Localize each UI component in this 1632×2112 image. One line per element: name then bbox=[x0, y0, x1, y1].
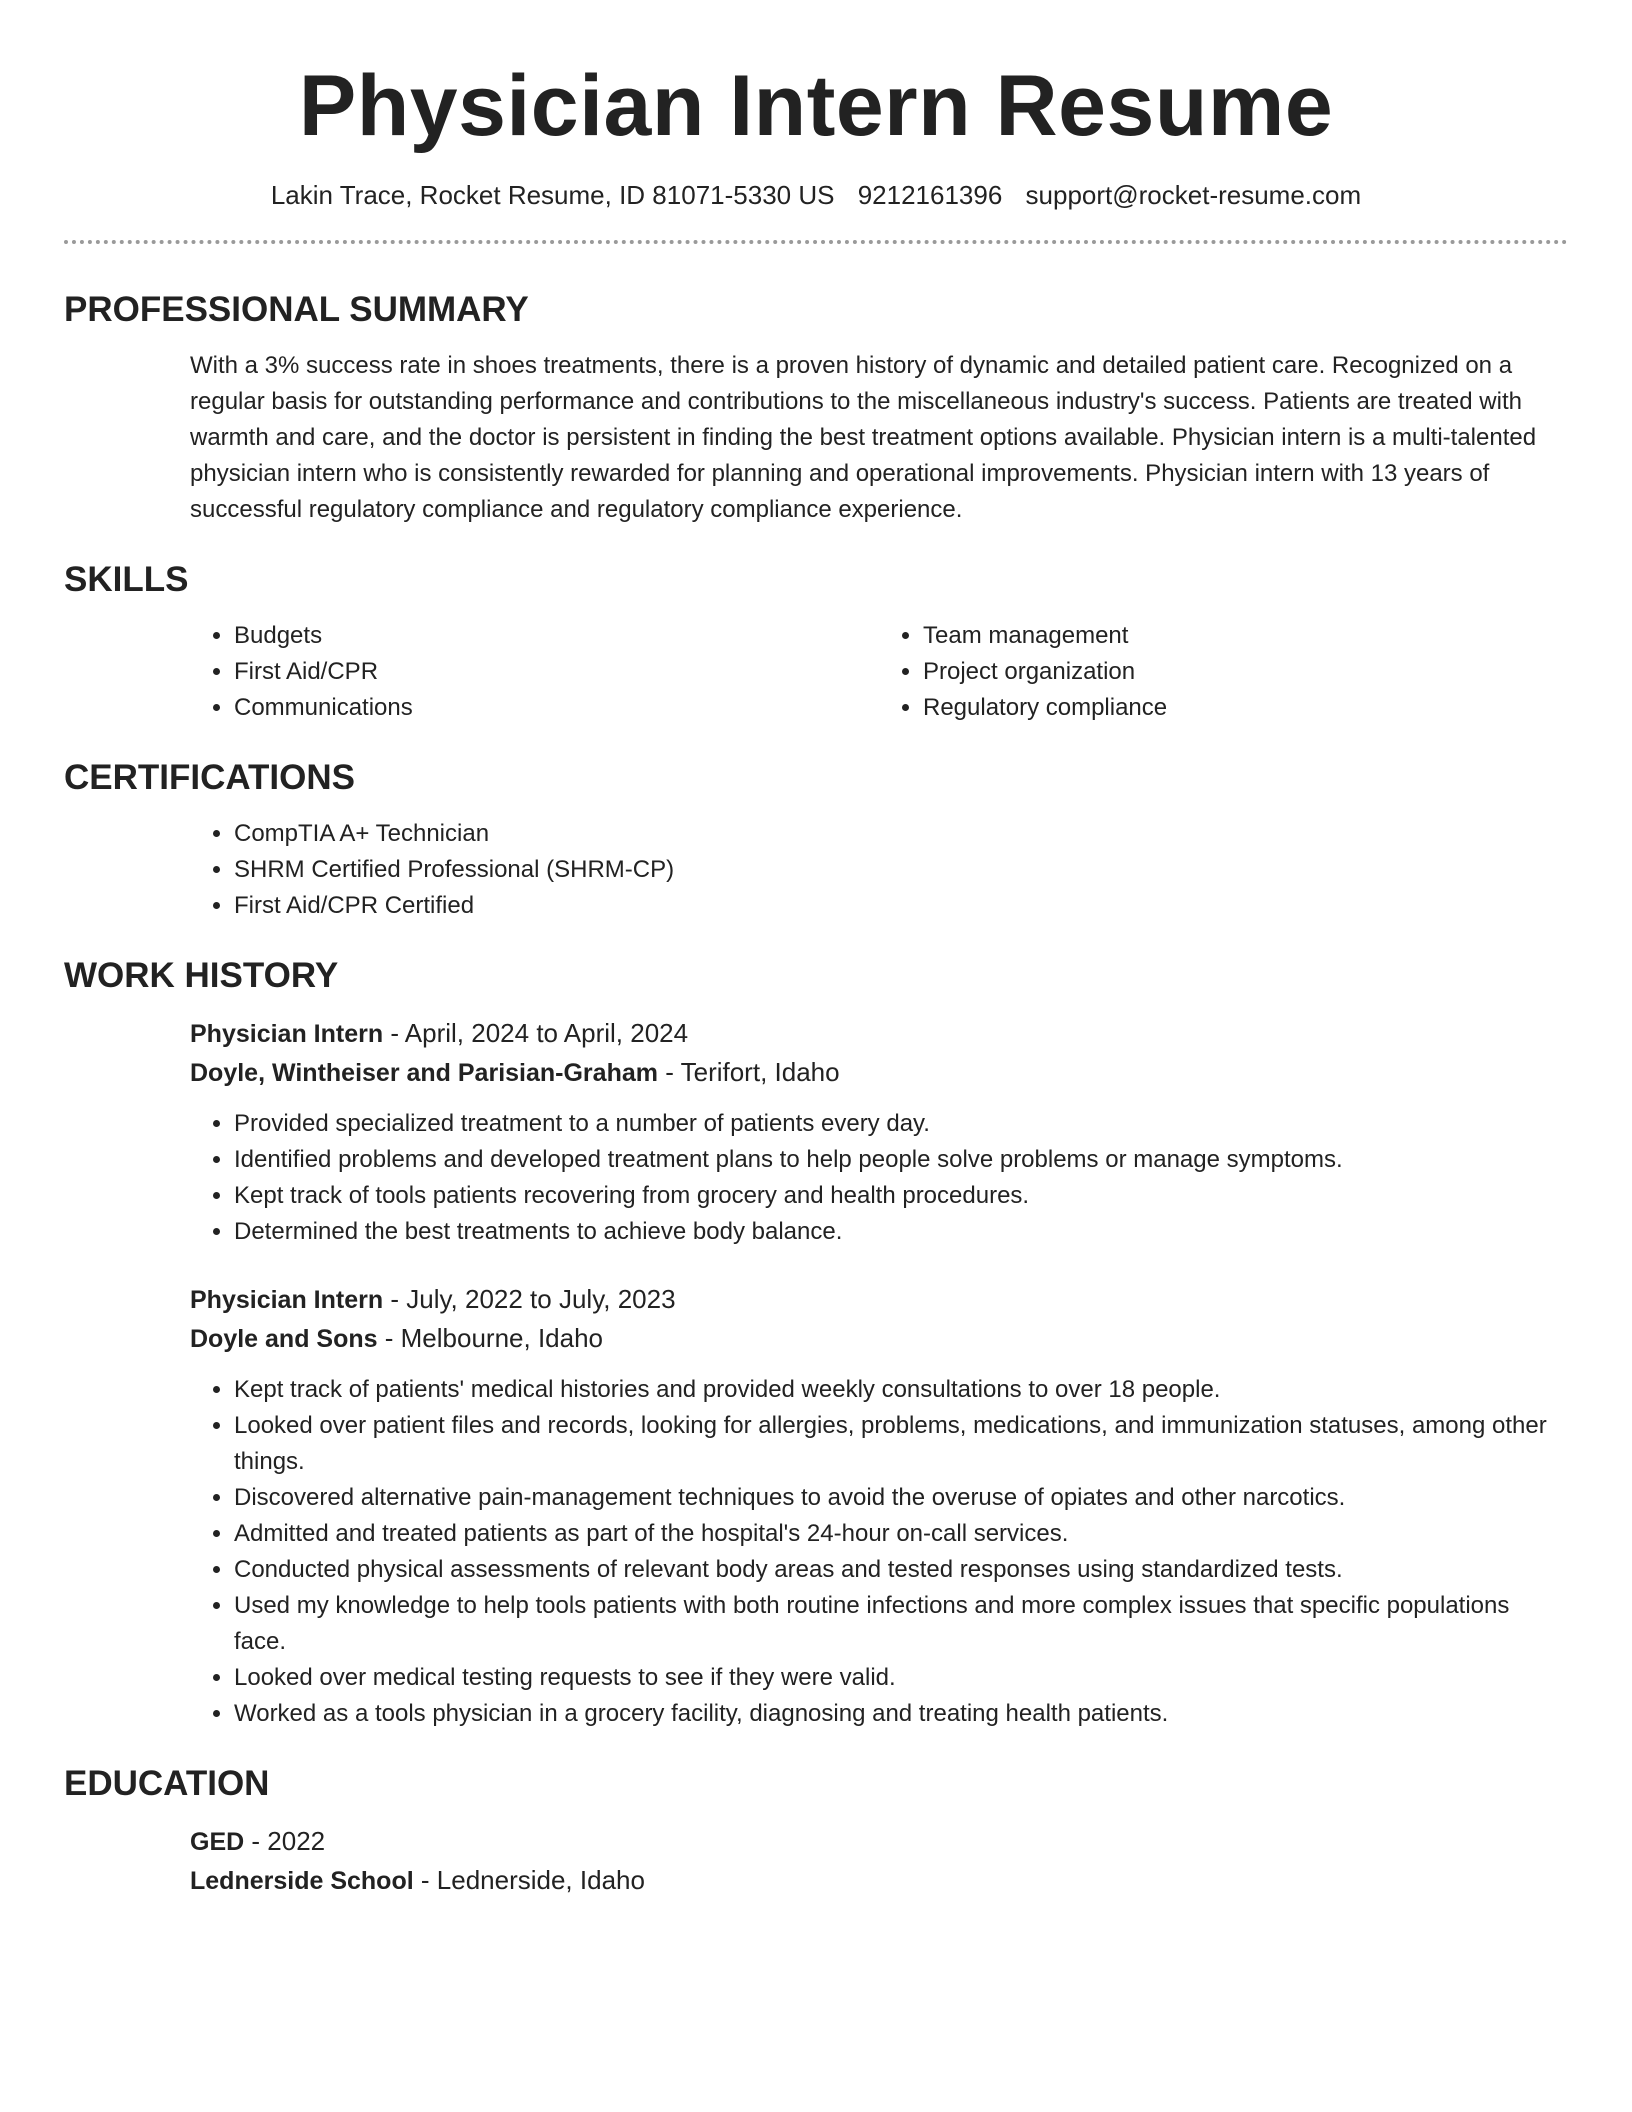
summary-heading: PROFESSIONAL SUMMARY bbox=[64, 290, 529, 329]
contact-address: Lakin Trace, Rocket Resume, ID 81071-5330 US bbox=[270, 180, 835, 210]
job-company: Doyle and Sons bbox=[190, 1325, 378, 1353]
skill-item: • Team management bbox=[923, 618, 1568, 654]
job-bullet: • Discovered alternative pain-management techniques to avoid the overuse of opiates and other narcotics. bbox=[234, 1480, 1568, 1516]
resume-page bbox=[64, 0, 1568, 1900]
job-entry bbox=[190, 1014, 1568, 1250]
certifications-list bbox=[190, 816, 1568, 924]
skills-grid bbox=[190, 618, 1568, 726]
education-degree-line bbox=[190, 1822, 1568, 1861]
job-bullets bbox=[190, 1372, 1568, 1732]
job-bullet: • Used my knowledge to help tools patients with both routine infections and more complex issues that specific populations face. bbox=[234, 1588, 1568, 1660]
education-heading: EDUCATION bbox=[64, 1764, 270, 1803]
summary-text: With a 3% success rate in shoes treatments, there is a proven history of dynamic and detailed patient care. Recognized on a regular basis for outstanding performance and contributions to the miscellaneous industry's success. Patients are treated with warmth and care, and the doctor is persistent in finding the best treatment options available. Physician intern is a multi-talented physician intern who is consistently rewarded for planning and operational improvements. Physician intern with 13 years of successful regulatory compliance and regulatory compliance experience. bbox=[190, 352, 1537, 523]
contact-line bbox=[64, 178, 1568, 212]
job-bullets bbox=[190, 1106, 1568, 1250]
header-divider bbox=[64, 240, 1568, 244]
work-history-section bbox=[64, 954, 1568, 1732]
job-role: Physician Intern bbox=[190, 1020, 384, 1048]
certification-item: • First Aid/CPR Certified bbox=[234, 888, 1568, 924]
job-bullet: • Looked over patient files and records, looking for allergies, problems, medications, and immunization statuses, among other things. bbox=[234, 1408, 1568, 1480]
job-bullet: • Identified problems and developed treatment plans to help people solve problems or manage symptoms. bbox=[234, 1142, 1568, 1178]
job-bullet: • Kept track of tools patients recovering from grocery and health procedures. bbox=[234, 1178, 1568, 1214]
contact-email: support@rocket-resume.com bbox=[1025, 180, 1362, 210]
job-bullet: • Admitted and treated patients as part of the hospital's 24-hour on-call services. bbox=[234, 1516, 1568, 1552]
job-title-line bbox=[190, 1014, 1568, 1053]
job-bullet: • Determined the best treatments to achieve body balance. bbox=[234, 1214, 1568, 1250]
skill-item: • Budgets bbox=[234, 618, 879, 654]
skills-heading: SKILLS bbox=[64, 560, 189, 599]
resume-title: Physician Intern Resume bbox=[298, 58, 1334, 154]
education-location: - Lednerside, Idaho bbox=[413, 1865, 645, 1895]
job-title-line bbox=[190, 1280, 1568, 1319]
certifications-body bbox=[190, 816, 1568, 924]
certifications-heading: CERTIFICATIONS bbox=[64, 758, 356, 797]
skills-list-left bbox=[190, 618, 879, 726]
job-location: - Terifort, Idaho bbox=[657, 1057, 840, 1087]
job-company: Doyle, Wintheiser and Parisian-Graham bbox=[190, 1059, 658, 1087]
education-degree: GED bbox=[190, 1828, 245, 1856]
job-company-line bbox=[190, 1319, 1568, 1358]
education-year: - 2022 bbox=[244, 1826, 326, 1856]
job-dates: - July, 2022 to July, 2023 bbox=[383, 1284, 676, 1314]
job-bullet: • Kept track of patients' medical histories and provided weekly consultations to over 18 people. bbox=[234, 1372, 1568, 1408]
job-bullet: • Worked as a tools physician in a grocery facility, diagnosing and treating health patients. bbox=[234, 1696, 1568, 1732]
education-school-line bbox=[190, 1861, 1568, 1900]
skill-item: • Regulatory compliance bbox=[923, 690, 1568, 726]
skill-item: • First Aid/CPR bbox=[234, 654, 879, 690]
contact-phone: 9212161396 bbox=[857, 180, 1003, 210]
certifications-section bbox=[64, 756, 1568, 924]
job-location: - Melbourne, Idaho bbox=[377, 1323, 604, 1353]
summary-body bbox=[190, 348, 1568, 528]
skills-list-right bbox=[879, 618, 1568, 726]
job-role: Physician Intern bbox=[190, 1286, 384, 1314]
certification-item: • SHRM Certified Professional (SHRM-CP) bbox=[234, 852, 1568, 888]
job-bullet: • Provided specialized treatment to a number of patients every day. bbox=[234, 1106, 1568, 1142]
education-school: Lednerside School bbox=[190, 1867, 414, 1895]
education-section bbox=[64, 1762, 1568, 1900]
education-entry bbox=[190, 1822, 1568, 1900]
job-bullet: • Looked over medical testing requests to see if they were valid. bbox=[234, 1660, 1568, 1696]
job-dates: - April, 2024 to April, 2024 bbox=[383, 1018, 689, 1048]
job-bullet: • Conducted physical assessments of relevant body areas and tested responses using standardized tests. bbox=[234, 1552, 1568, 1588]
summary-section bbox=[64, 288, 1568, 528]
certification-item: • CompTIA A+ Technician bbox=[234, 816, 1568, 852]
skill-item: • Communications bbox=[234, 690, 879, 726]
job-entry bbox=[190, 1280, 1568, 1732]
skills-section bbox=[64, 558, 1568, 726]
job-company-line bbox=[190, 1053, 1568, 1092]
work-history-heading: WORK HISTORY bbox=[64, 956, 339, 995]
skill-item: • Project organization bbox=[923, 654, 1568, 690]
